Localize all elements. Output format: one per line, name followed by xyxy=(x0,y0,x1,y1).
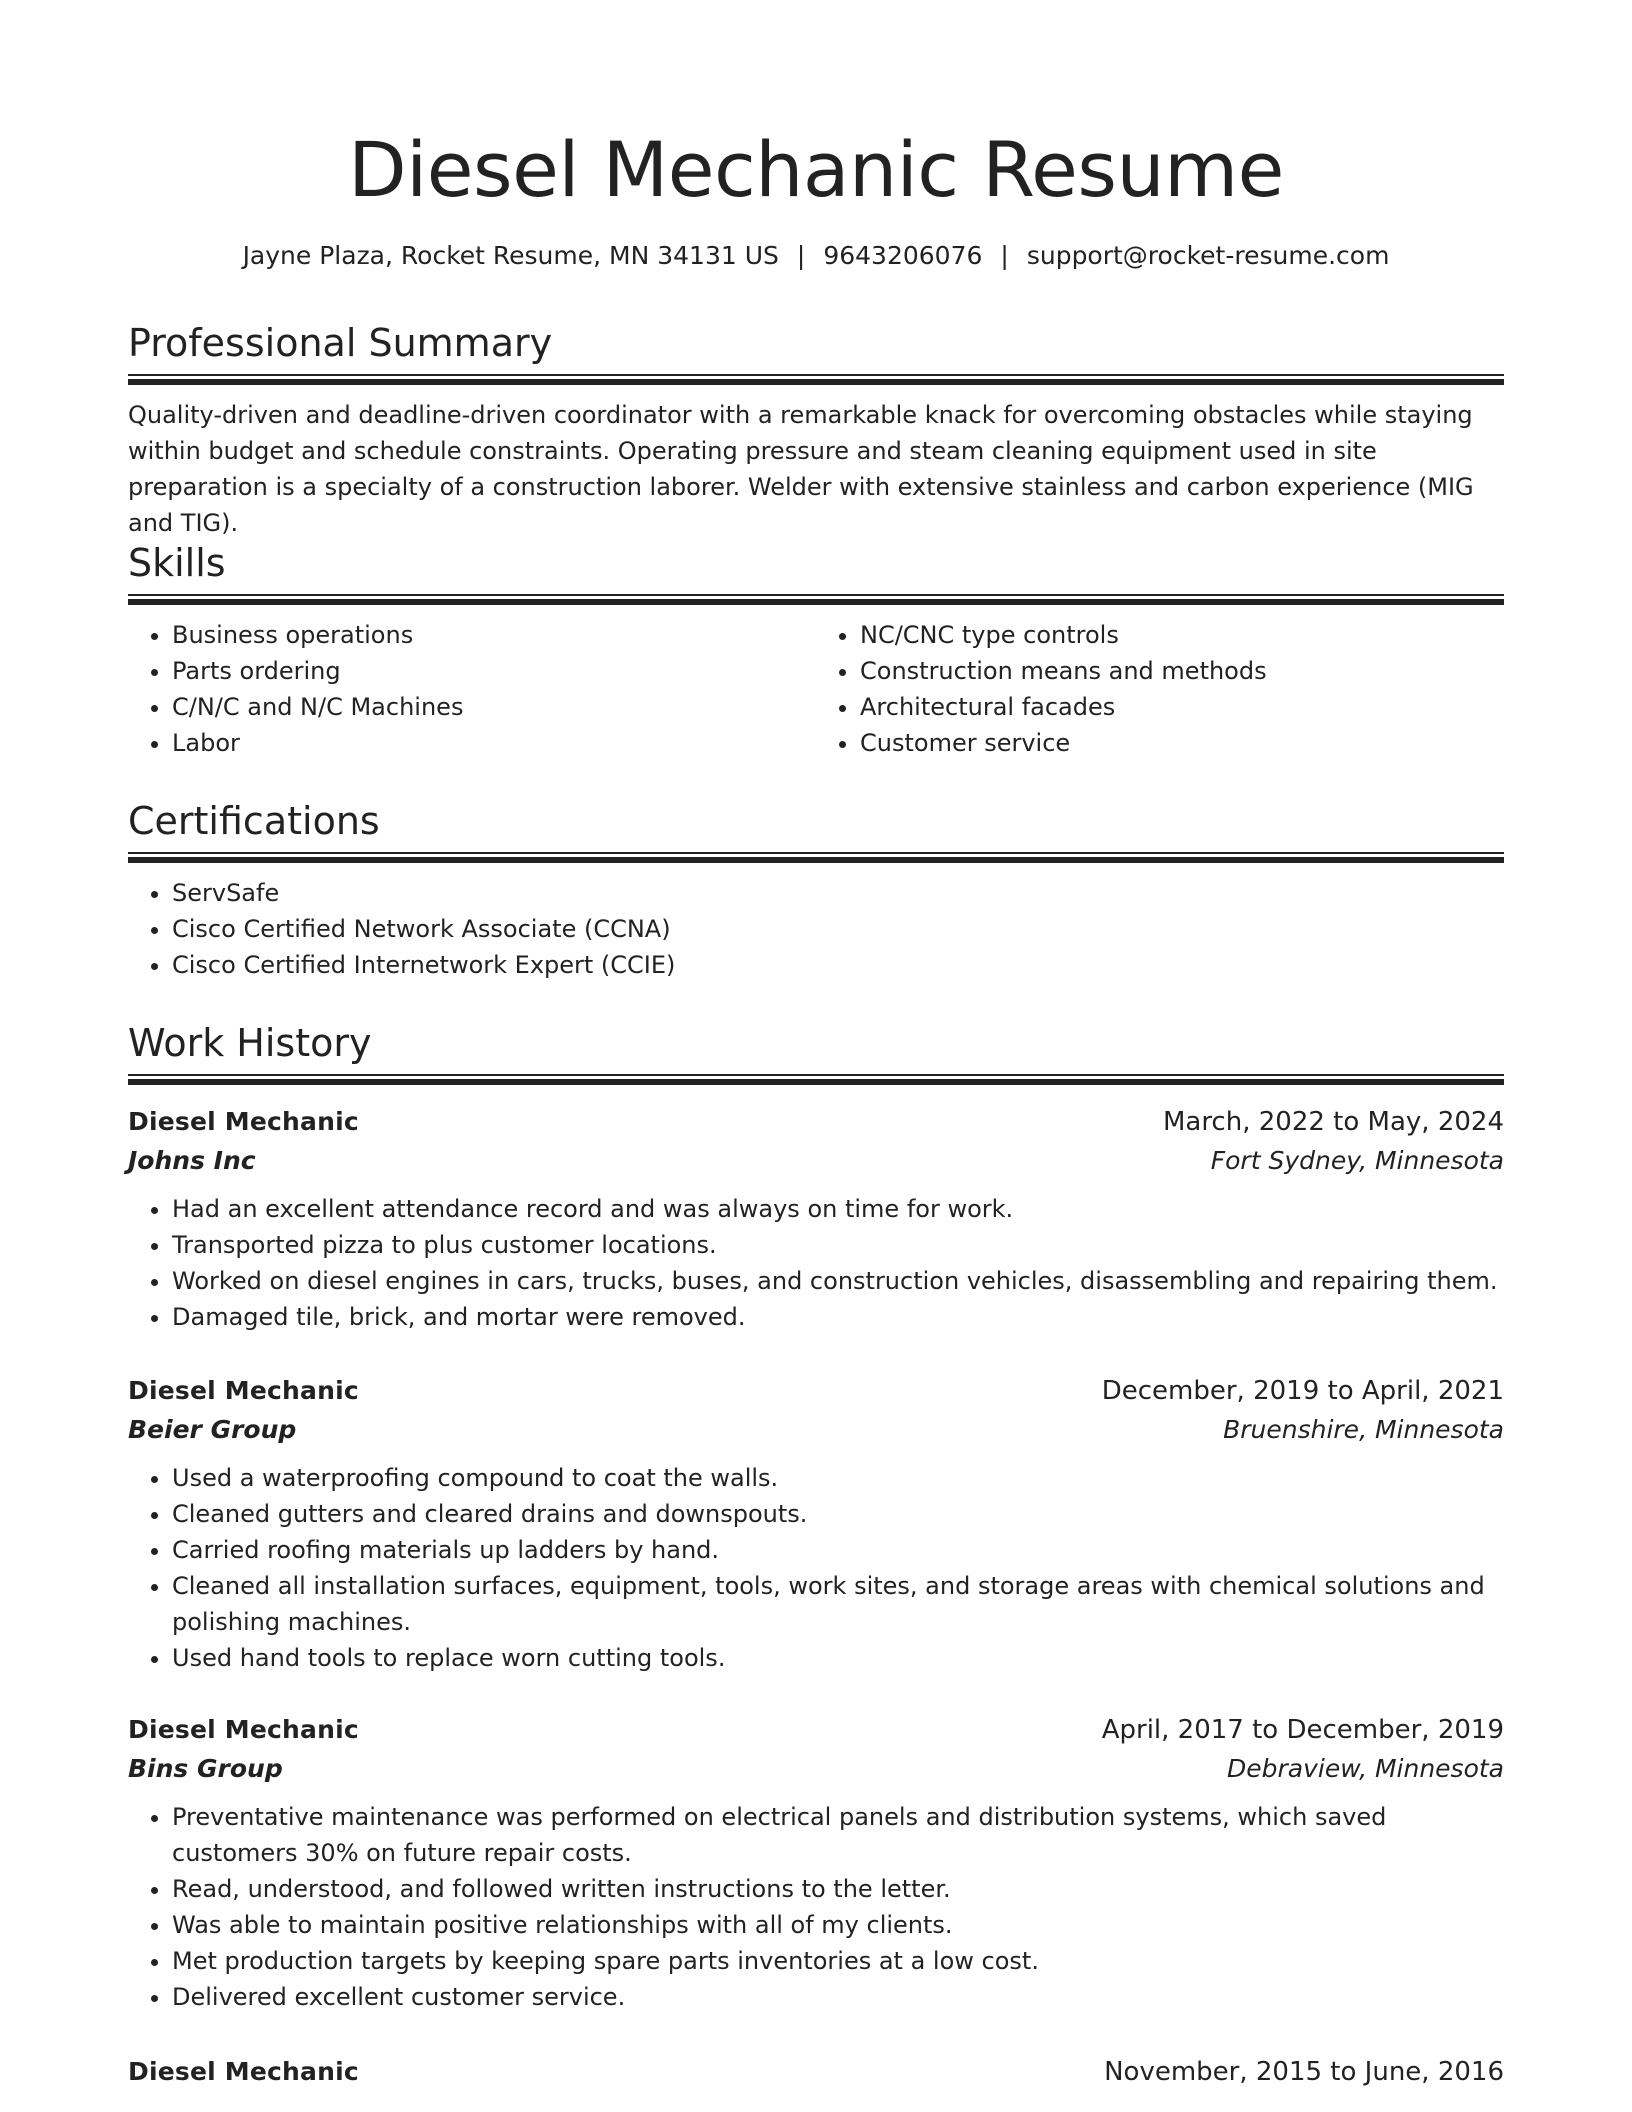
job-bullets xyxy=(128,1191,1504,1335)
job-company: Johns Inc xyxy=(128,1146,256,1175)
job-title: Diesel Mechanic xyxy=(128,2057,359,2086)
job-company: Bins Group xyxy=(128,1754,283,1783)
skill-item: • Architectural facades xyxy=(860,689,1504,725)
job-entry xyxy=(128,2053,1504,2091)
skill-item: • Business operations xyxy=(172,617,816,653)
job-bullet: • Carried roofing materials up ladders by hand. xyxy=(172,1532,1504,1568)
certification-item: • ServSafe xyxy=(172,875,1504,911)
certifications-list xyxy=(128,875,1504,983)
skill-item: • Construction means and methods xyxy=(860,653,1504,689)
contact-separator: | xyxy=(796,241,806,270)
job-title: Diesel Mechanic xyxy=(128,1376,359,1405)
summary-text: Quality-driven and deadline-driven coordinator with a remarkable knack for overcoming obstacles while staying within budget and schedule constraints. Operating pressure and steam cleaning equipment used in site preparation is a specialty of a construction laborer. Welder with extensive stainless and carbon experience (MIG and TIG). xyxy=(128,401,1474,537)
job-location: Debraview, Minnesota xyxy=(1227,1754,1504,1783)
job-bullet: • Transported pizza to plus customer locations. xyxy=(172,1227,1504,1263)
skill-item: • C/N/C and N/C Machines xyxy=(172,689,816,725)
job-entry xyxy=(128,1103,1504,1335)
section-divider xyxy=(128,374,1504,385)
job-bullet: • Preventative maintenance was performed on electrical panels and distribution systems, which saved customers 30% on future repair costs. xyxy=(172,1799,1504,1871)
certification-item: • Cisco Certified Network Associate (CCNA) xyxy=(172,911,1504,947)
section-divider xyxy=(128,594,1504,605)
job-dates: December, 2019 to April, 2021 xyxy=(1101,1376,1504,1406)
contact-phone: 9643206076 xyxy=(823,241,983,270)
section-heading-skills: Skills xyxy=(128,541,226,585)
job-title: Diesel Mechanic xyxy=(128,1715,359,1744)
summary-section xyxy=(128,318,1504,541)
job-bullet: • Delivered excellent customer service. xyxy=(172,1979,1504,2015)
contact-line xyxy=(128,238,1504,274)
job-bullet: • Used a waterproofing compound to coat the walls. xyxy=(172,1460,1504,1496)
skills-list-left xyxy=(128,617,816,761)
skills-columns xyxy=(128,605,1504,761)
contact-separator: | xyxy=(1000,241,1009,270)
job-entry xyxy=(128,1711,1504,2015)
job-bullet: • Worked on diesel engines in cars, trucks, buses, and construction vehicles, disassembling and repairing them. xyxy=(172,1263,1504,1299)
job-bullet: • Used hand tools to replace worn cutting tools. xyxy=(172,1640,1504,1676)
skill-item: • Labor xyxy=(172,725,816,761)
section-heading-work-history: Work History xyxy=(128,1021,372,1065)
job-title: Diesel Mechanic xyxy=(128,1107,359,1136)
job-dates: November, 2015 to June, 2016 xyxy=(1104,2057,1504,2087)
job-bullet: • Met production targets by keeping spare parts inventories at a low cost. xyxy=(172,1943,1504,1979)
certification-item: • Cisco Certified Internetwork Expert (CCIE) xyxy=(172,947,1504,983)
job-bullet: • Had an excellent attendance record and was always on time for work. xyxy=(172,1191,1504,1227)
skill-item: • NC/CNC type controls xyxy=(860,617,1504,653)
job-entry xyxy=(128,1372,1504,1676)
job-dates: April, 2017 to December, 2019 xyxy=(1101,1715,1504,1745)
job-bullet: • Cleaned gutters and cleared drains and downspouts. xyxy=(172,1496,1504,1532)
section-heading-summary: Professional Summary xyxy=(128,321,553,365)
job-location: Bruenshire, Minnesota xyxy=(1223,1415,1504,1444)
job-bullet: • Damaged tile, brick, and mortar were removed. xyxy=(172,1299,1504,1335)
section-heading-certifications: Certifications xyxy=(128,799,380,843)
skills-section xyxy=(128,538,1504,761)
contact-email: support@rocket-resume.com xyxy=(1026,241,1390,270)
job-bullets xyxy=(128,1460,1504,1676)
skill-item: • Customer service xyxy=(860,725,1504,761)
job-location: Fort Sydney, Minnesota xyxy=(1210,1146,1504,1175)
job-company: Beier Group xyxy=(128,1415,297,1444)
job-bullet: • Read, understood, and followed written instructions to the letter. xyxy=(172,1871,1504,1907)
job-dates: March, 2022 to May, 2024 xyxy=(1162,1107,1504,1137)
job-bullets xyxy=(128,1799,1504,2015)
skill-item: • Parts ordering xyxy=(172,653,816,689)
resume-title: Diesel Mechanic Resume xyxy=(348,125,1284,214)
certifications-section xyxy=(128,796,1504,983)
section-divider xyxy=(128,852,1504,863)
work-history-section xyxy=(128,1018,1504,1085)
skills-list-right xyxy=(816,617,1504,761)
contact-address: Jayne Plaza, Rocket Resume, MN 34131 US xyxy=(242,241,779,270)
job-bullet: • Cleaned all installation surfaces, equipment, tools, work sites, and storage areas with chemical solutions and polishing machines. xyxy=(172,1568,1504,1640)
section-divider xyxy=(128,1074,1504,1085)
job-bullet: • Was able to maintain positive relationships with all of my clients. xyxy=(172,1907,1504,1943)
